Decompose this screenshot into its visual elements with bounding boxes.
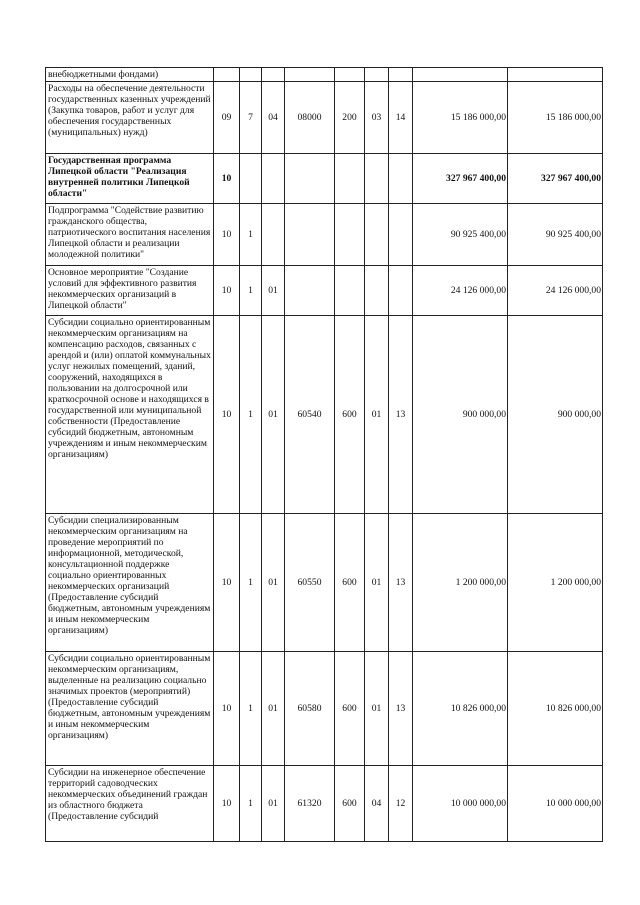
row-sum-year2: 900 000,00 bbox=[508, 316, 603, 514]
row-name: Субсидии социально ориентированным некоммерческим организациям, выделенные на реализацию социально значимых проектов (мероприятий) (Предоставление субсидий бюджетным, автономным учреждениям и иным некоммерческим организациям) bbox=[46, 652, 214, 766]
budget-table bbox=[45, 67, 603, 842]
row-main-event bbox=[262, 204, 285, 266]
row-section bbox=[365, 68, 389, 82]
row-subprogram bbox=[240, 154, 262, 204]
row-main-event: 04 bbox=[262, 82, 285, 154]
row-program: 10 bbox=[214, 766, 240, 842]
row-name: Основное мероприятие "Создание условий для эффективного развития некоммерческих организаций в Липецкой области" bbox=[46, 266, 214, 316]
table-row bbox=[46, 766, 603, 842]
row-subsection bbox=[389, 204, 413, 266]
row-subsection bbox=[389, 266, 413, 316]
row-section bbox=[365, 154, 389, 204]
row-sum-year1: 90 925 400,00 bbox=[413, 204, 508, 266]
table-row bbox=[46, 652, 603, 766]
row-section bbox=[365, 266, 389, 316]
row-sum-year2: 10 826 000,00 bbox=[508, 652, 603, 766]
row-program bbox=[214, 68, 240, 82]
row-expense-type bbox=[335, 266, 365, 316]
row-expense-type bbox=[335, 204, 365, 266]
row-direction bbox=[285, 266, 335, 316]
row-section bbox=[365, 204, 389, 266]
row-program: 10 bbox=[214, 514, 240, 652]
row-name: Субсидии специализированным некоммерческим организациям на проведение мероприятий по информационной, методической, консультационной поддержке социально ориентированных некоммерческих организаций (Предоставление субсидий бюджетным, автономным учреждениям и иным некоммерческим организациям) bbox=[46, 514, 214, 652]
row-section: 01 bbox=[365, 652, 389, 766]
row-sum-year1: 900 000,00 bbox=[413, 316, 508, 514]
row-subprogram: 1 bbox=[240, 266, 262, 316]
row-direction: 08000 bbox=[285, 82, 335, 154]
row-subsection: 13 bbox=[389, 652, 413, 766]
table-body bbox=[46, 68, 603, 842]
row-main-event: 01 bbox=[262, 266, 285, 316]
row-sum-year2: 24 126 000,00 bbox=[508, 266, 603, 316]
row-name: Субсидии на инженерное обеспечение территорий садоводческих некоммерческих объединений граждан из областного бюджета (Предоставление субсидий bbox=[46, 766, 214, 842]
row-subprogram: 1 bbox=[240, 316, 262, 514]
row-name: Расходы на обеспечение деятельности государственных казенных учреждений (Закупка товаров, работ и услуг для обеспечения государственных (муниципальных) нужд) bbox=[46, 82, 214, 154]
row-sum-year1: 1 200 000,00 bbox=[413, 514, 508, 652]
row-sum-year1: 327 967 400,00 bbox=[413, 154, 508, 204]
row-expense-type: 200 bbox=[335, 82, 365, 154]
row-sum-year2: 90 925 400,00 bbox=[508, 204, 603, 266]
row-program: 10 bbox=[214, 204, 240, 266]
row-direction bbox=[285, 204, 335, 266]
row-sum-year2: 15 186 000,00 bbox=[508, 82, 603, 154]
row-expense-type: 600 bbox=[335, 514, 365, 652]
row-sum-year1 bbox=[413, 68, 508, 82]
row-subprogram: 1 bbox=[240, 652, 262, 766]
row-main-event: 01 bbox=[262, 652, 285, 766]
table-row bbox=[46, 266, 603, 316]
row-main-event bbox=[262, 154, 285, 204]
row-direction: 60550 bbox=[285, 514, 335, 652]
row-direction: 60540 bbox=[285, 316, 335, 514]
row-sum-year2 bbox=[508, 68, 603, 82]
row-direction: 61320 bbox=[285, 766, 335, 842]
row-subsection: 12 bbox=[389, 766, 413, 842]
row-direction: 60580 bbox=[285, 652, 335, 766]
table-row bbox=[46, 82, 603, 154]
row-section: 04 bbox=[365, 766, 389, 842]
row-expense-type bbox=[335, 68, 365, 82]
table-row bbox=[46, 204, 603, 266]
row-subprogram: 7 bbox=[240, 82, 262, 154]
table-row bbox=[46, 514, 603, 652]
row-subsection: 13 bbox=[389, 514, 413, 652]
row-subprogram: 1 bbox=[240, 204, 262, 266]
row-expense-type: 600 bbox=[335, 766, 365, 842]
row-sum-year2: 10 000 000,00 bbox=[508, 766, 603, 842]
row-sum-year1: 15 186 000,00 bbox=[413, 82, 508, 154]
row-subsection: 14 bbox=[389, 82, 413, 154]
row-section: 01 bbox=[365, 514, 389, 652]
row-main-event bbox=[262, 68, 285, 82]
row-sum-year1: 10 000 000,00 bbox=[413, 766, 508, 842]
row-section: 01 bbox=[365, 316, 389, 514]
row-section: 03 bbox=[365, 82, 389, 154]
table-row bbox=[46, 154, 603, 204]
row-subsection: 13 bbox=[389, 316, 413, 514]
row-program: 09 bbox=[214, 82, 240, 154]
row-main-event: 01 bbox=[262, 766, 285, 842]
row-subprogram: 1 bbox=[240, 514, 262, 652]
row-main-event: 01 bbox=[262, 316, 285, 514]
table-row bbox=[46, 68, 603, 82]
row-name: внебюджетными фондами) bbox=[46, 68, 214, 82]
row-program: 10 bbox=[214, 316, 240, 514]
row-name: Государственная программа Липецкой области "Реализация внутренней политики Липецкой области" bbox=[46, 154, 214, 204]
row-program: 10 bbox=[214, 266, 240, 316]
row-expense-type: 600 bbox=[335, 316, 365, 514]
row-sum-year2: 327 967 400,00 bbox=[508, 154, 603, 204]
row-sum-year2: 1 200 000,00 bbox=[508, 514, 603, 652]
row-sum-year1: 24 126 000,00 bbox=[413, 266, 508, 316]
row-program: 10 bbox=[214, 154, 240, 204]
row-direction bbox=[285, 68, 335, 82]
row-subprogram: 1 bbox=[240, 766, 262, 842]
row-direction bbox=[285, 154, 335, 204]
row-subsection bbox=[389, 154, 413, 204]
table-row bbox=[46, 316, 603, 514]
row-expense-type: 600 bbox=[335, 652, 365, 766]
row-program: 10 bbox=[214, 652, 240, 766]
row-sum-year1: 10 826 000,00 bbox=[413, 652, 508, 766]
row-name: Субсидии социально ориентированным некоммерческим организациям на компенсацию расходов, связанных с арендой и (или) оплатой коммунальных услуг нежилых помещений, зданий, сооружений, находящихся в пользовании на долгосрочной или краткосрочной основе и находящихся в государственной или муниципальной собственности (Предоставление субсидий бюджетным, автономным учреждениям и иным некоммерческим организациям) bbox=[46, 316, 214, 514]
row-main-event: 01 bbox=[262, 514, 285, 652]
row-name: Подпрограмма "Содействие развитию гражданского общества, патриотического воспитания населения Липецкой области и реализации молодежной политики" bbox=[46, 204, 214, 266]
row-subprogram bbox=[240, 68, 262, 82]
row-subsection bbox=[389, 68, 413, 82]
row-expense-type bbox=[335, 154, 365, 204]
